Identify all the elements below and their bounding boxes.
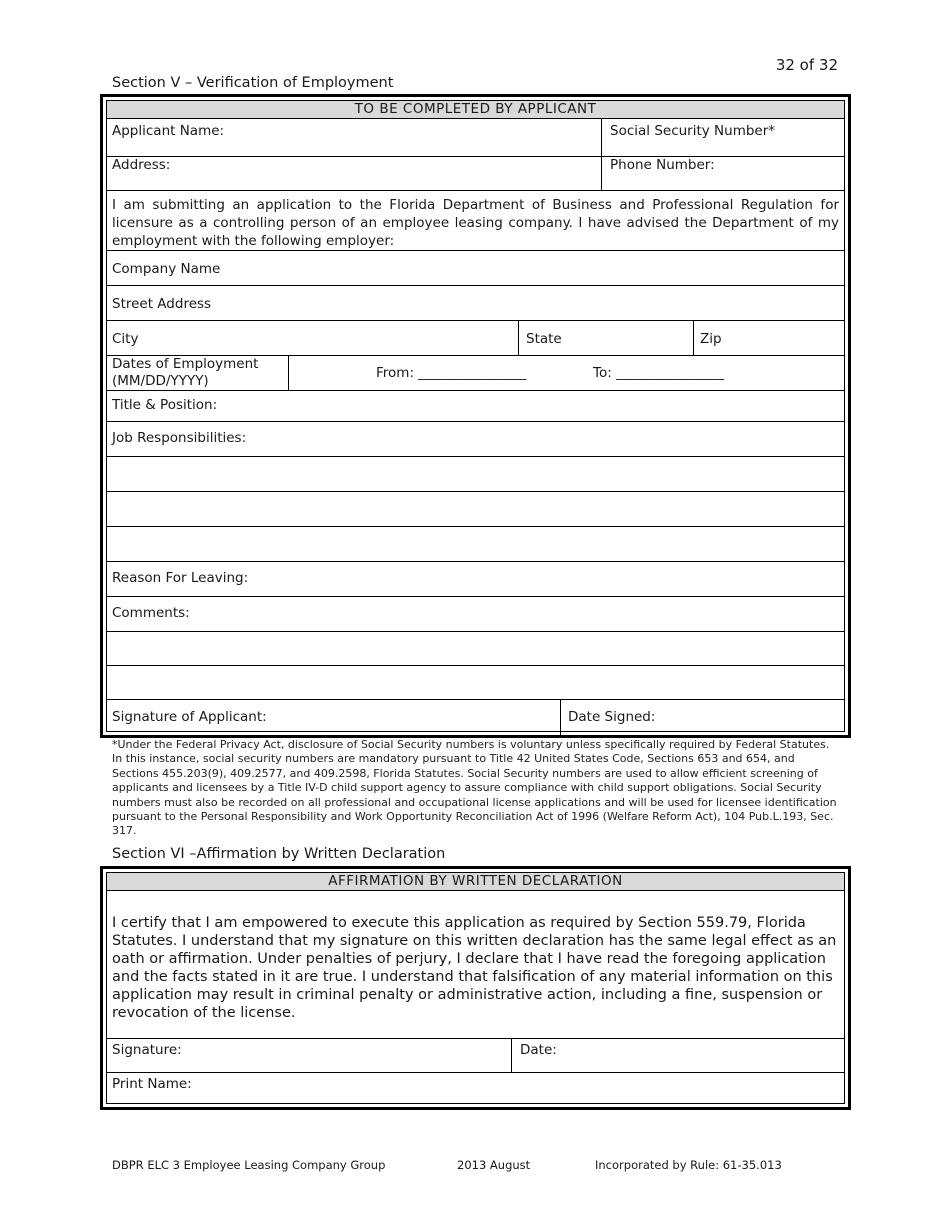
- city-label: City: [112, 331, 139, 347]
- company-name-label: Company Name: [112, 261, 221, 277]
- privacy-act-note: *Under the Federal Privacy Act, disclosure of Social Security numbers is voluntary unless specifically required by Federal Statutes. In this instance, social security numbers are mandatory pursuant to Title 42 United States Code, Sections 653 and 654, and Sections 455.203(9), 409.2577, and 409.2598, Florida Statutes. Social Security numbers are used to allow efficient screening of applicants and licensees by a Title IV-D child support agency to assure compliance with child support obligations. Social Security numbers must also be recorded on all professional and occupational license applications and will be used for licensee identification pursuant to the Personal Responsibility and Work Opportunity Reconciliation Act of 1996 (Welfare Reform Act), 104 Pub.L.193, Sec. 317.: [112, 738, 837, 838]
- dates-of-employment-label: Dates of Employment (MM/DD/YYYY): [112, 356, 259, 389]
- section-5-title: Section V – Verification of Employment: [112, 75, 394, 91]
- employment-verification-form: [100, 94, 851, 738]
- form-header: TO BE COMPLETED BY APPLICANT: [107, 101, 844, 119]
- date-signed-label: Date Signed:: [568, 709, 656, 725]
- affirmation-date-label: Date:: [520, 1042, 557, 1058]
- affirmation-signature-label: Signature:: [112, 1042, 182, 1058]
- phone-label: Phone Number:: [610, 157, 715, 173]
- comments-label: Comments:: [112, 605, 190, 621]
- footer-date: 2013 August: [457, 1158, 531, 1172]
- affirmation-statement: I certify that I am empowered to execute this application as required by Section 559.79, Florida Statutes. I understand that my signature on this written declaration has the same legal effect as an oath or affirmation. Under penalties of perjury, I declare that I have read the foregoing application and the facts stated in it are true. I understand that falsification of any material information on this application may result in criminal penalty or administrative action, including a fine, suspension or revocation of the license.: [112, 915, 837, 1021]
- to-date-field[interactable]: To: ________________: [593, 365, 725, 381]
- section-6-title: Section VI –Affirmation by Written Declaration: [112, 846, 446, 862]
- job-responsibilities-label: Job Responsibilities:: [112, 430, 247, 446]
- zip-label: Zip: [700, 331, 722, 347]
- from-date-field[interactable]: From: ________________: [376, 365, 527, 381]
- page-number: 32 of 32: [775, 56, 838, 74]
- ssn-label: Social Security Number*: [610, 123, 776, 139]
- footer-form-id: DBPR ELC 3 Employee Leasing Company Group: [112, 1158, 386, 1172]
- reason-for-leaving-label: Reason For Leaving:: [112, 570, 249, 586]
- address-label: Address:: [112, 157, 171, 173]
- affirmation-form: [100, 866, 851, 1110]
- employment-statement: I am submitting an application to the Florida Department of Business and Professional Regulation for licensure as a controlling person of an employee leasing company. I have advised the Department of my employment with the following employer:: [112, 197, 839, 249]
- street-address-label: Street Address: [112, 296, 212, 312]
- affirmation-header: AFFIRMATION BY WRITTEN DECLARATION: [107, 873, 844, 891]
- footer-rule: Incorporated by Rule: 61-35.013: [595, 1158, 782, 1172]
- print-name-label: Print Name:: [112, 1076, 192, 1092]
- applicant-name-label: Applicant Name:: [112, 123, 225, 139]
- applicant-signature-label: Signature of Applicant:: [112, 709, 267, 725]
- title-position-label: Title & Position:: [112, 397, 218, 413]
- state-label: State: [526, 331, 562, 347]
